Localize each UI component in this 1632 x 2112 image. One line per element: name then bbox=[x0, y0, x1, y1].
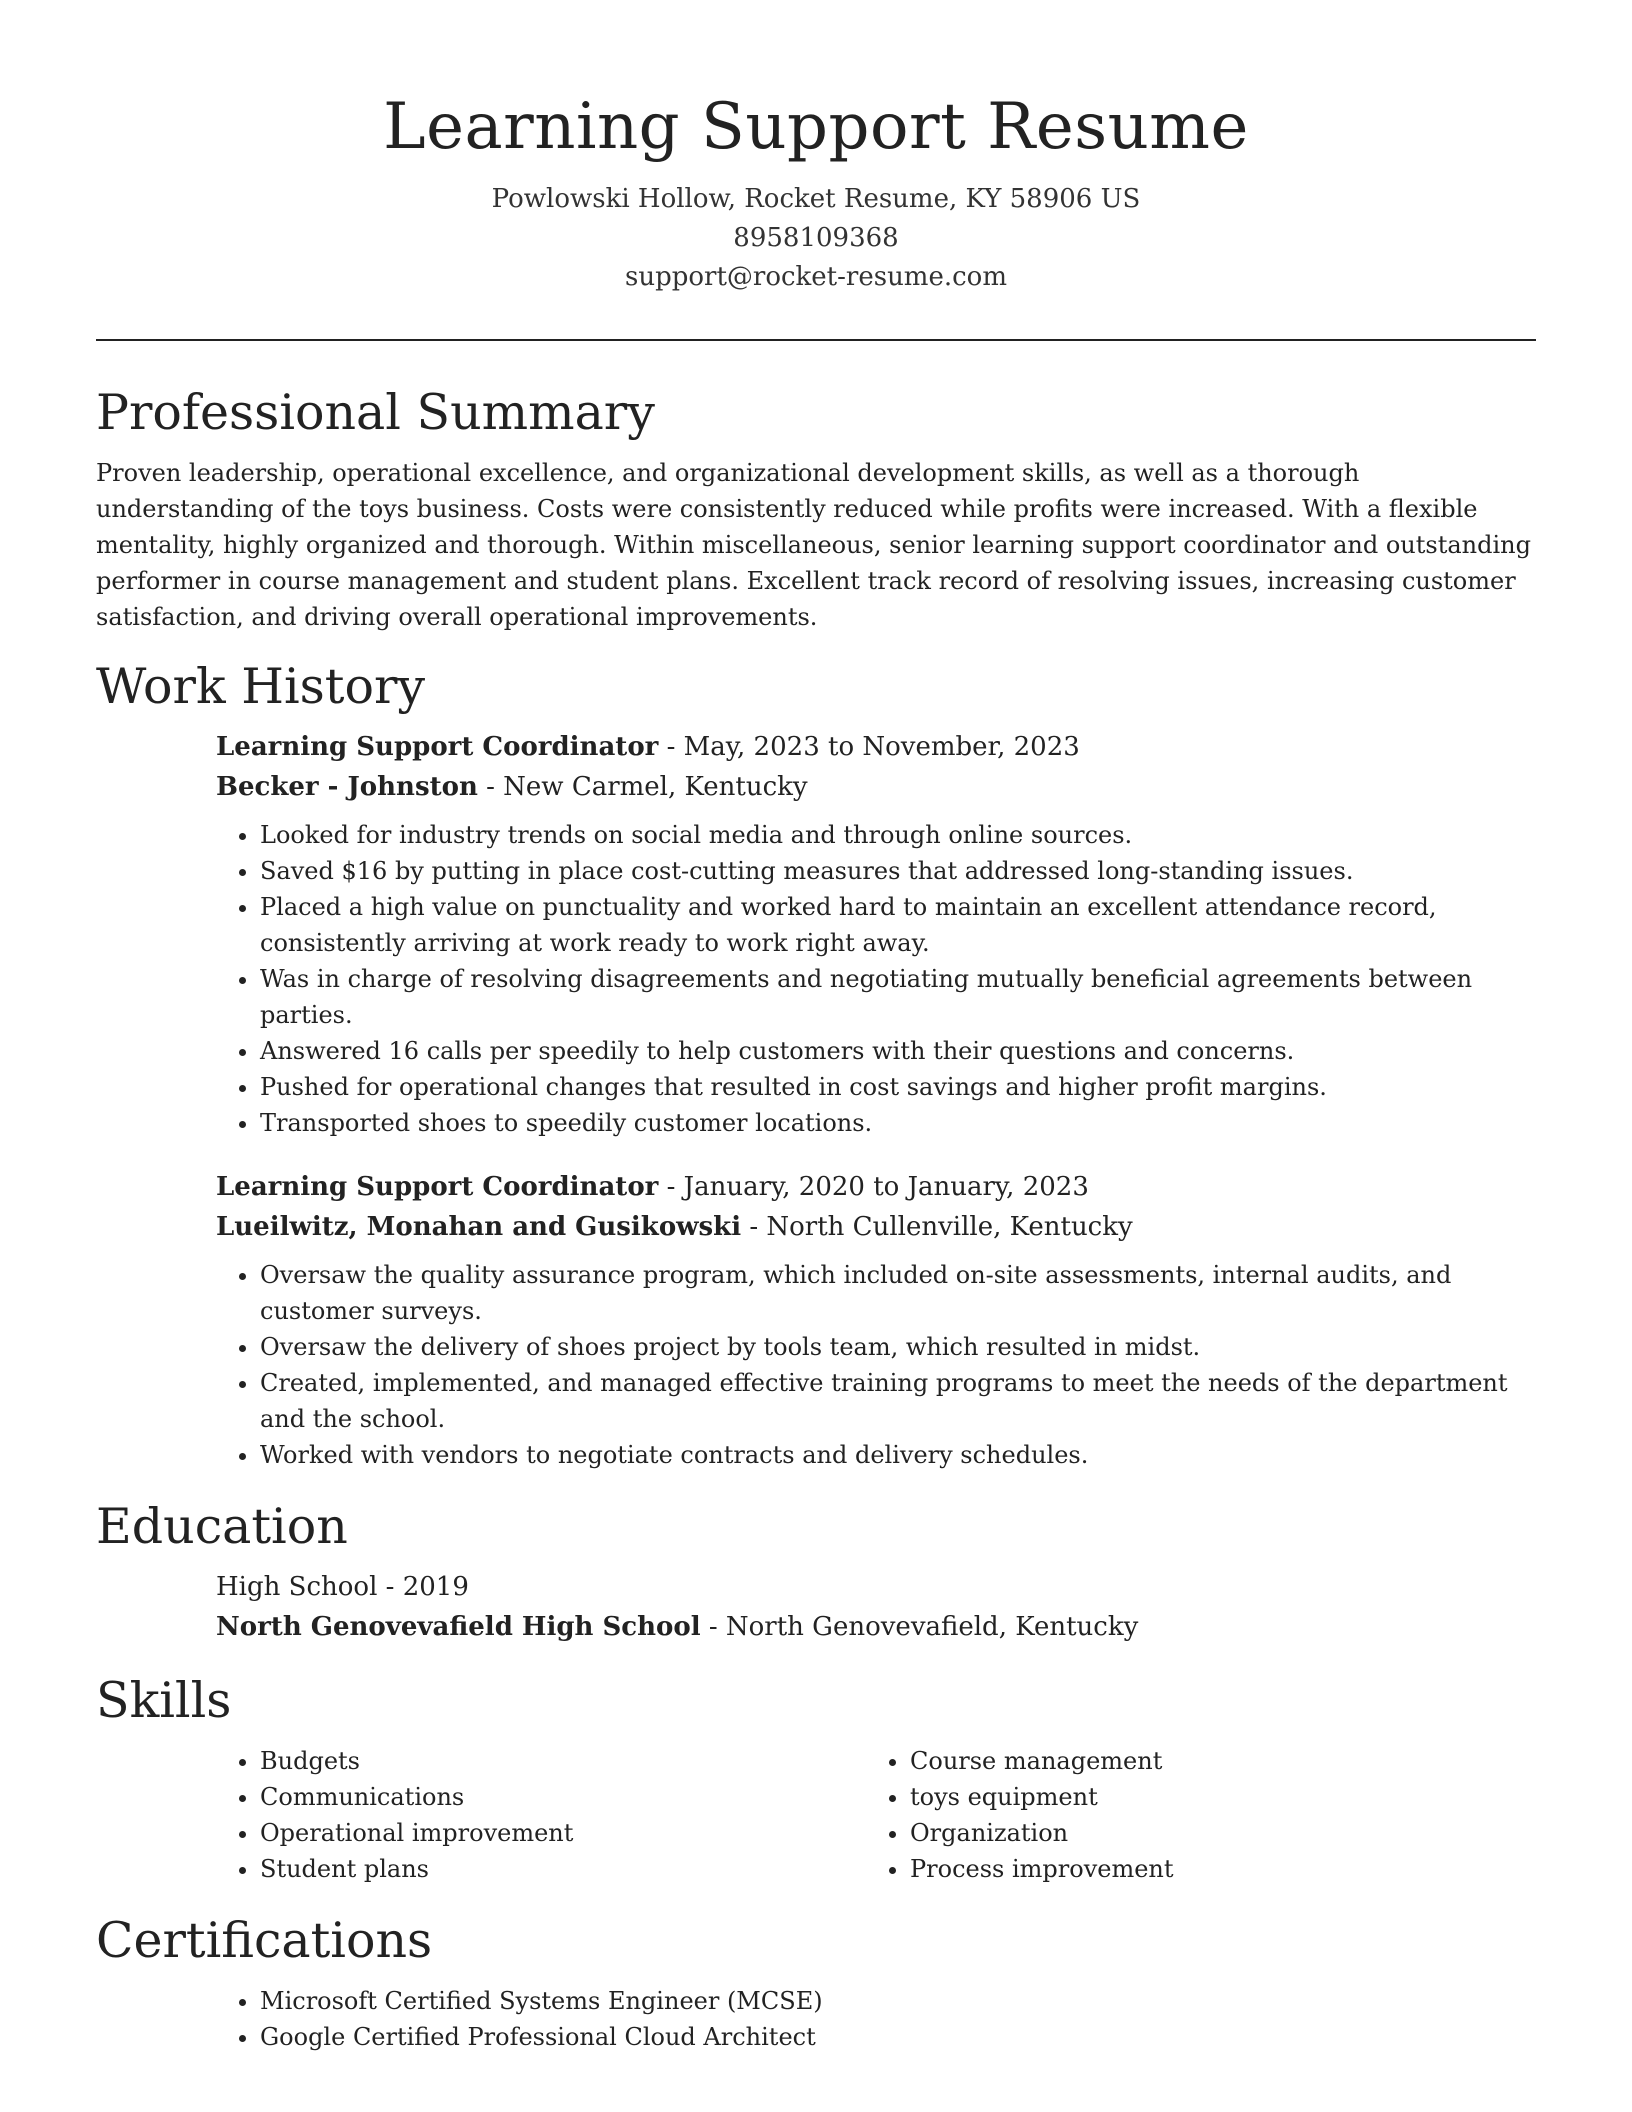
skill-item: • Operational improvement bbox=[260, 1815, 866, 1851]
job-company: Becker - Johnston bbox=[216, 772, 478, 802]
job-company: Lueilwitz, Monahan and Gusikowski bbox=[216, 1212, 742, 1242]
summary-text: Proven leadership, operational excellence, and organizational development skills, as well as a thorough understanding of the toys business. Costs were consistently reduced while profits were increased. With a flexible mentality, highly organized and thorough. Within miscellaneous, senior learning support coordinator and outstanding performer in course management and student plans. Excellent track record of resolving issues, increasing customer satisfaction, and driving overall operational improvements. bbox=[96, 459, 1531, 631]
education-section bbox=[96, 1497, 1536, 1647]
job-dates: - May, 2023 to November, 2023 bbox=[658, 732, 1080, 762]
work-section bbox=[96, 657, 1536, 1473]
skills-list bbox=[866, 1743, 1516, 1887]
summary-heading: Professional Summary bbox=[96, 384, 655, 441]
job-bullet: • Pushed for operational changes that resulted in cost savings and higher profit margins. bbox=[260, 1069, 1536, 1105]
skills-column-right bbox=[866, 1743, 1516, 1887]
address: Powlowski Hollow, Rocket Resume, KY 58906 US bbox=[491, 184, 1141, 214]
skill-item: • Process improvement bbox=[910, 1851, 1516, 1887]
skills-column-left bbox=[216, 1743, 866, 1887]
job-title-line bbox=[216, 727, 1536, 767]
phone: 8958109368 bbox=[733, 223, 899, 253]
job-role: Learning Support Coordinator bbox=[216, 732, 659, 762]
job-company-line bbox=[216, 767, 1536, 807]
education-degree-line bbox=[216, 1567, 1536, 1607]
job-bullet: • Oversaw the delivery of shoes project by tools team, which resulted in midst. bbox=[260, 1329, 1536, 1365]
skill-item: • Budgets bbox=[260, 1743, 866, 1779]
job-entry bbox=[216, 727, 1536, 1141]
job-bullet: • Created, implemented, and managed effective training programs to meet the needs of the department and the school. bbox=[260, 1365, 1536, 1437]
certifications-section bbox=[96, 1911, 1536, 2055]
skill-item: • Communications bbox=[260, 1779, 866, 1815]
skills-heading: Skills bbox=[96, 1672, 232, 1729]
skills-columns bbox=[216, 1743, 1536, 1887]
education-entry bbox=[216, 1567, 1536, 1647]
job-bullets bbox=[216, 1257, 1536, 1473]
job-bullet: • Saved $16 by putting in place cost-cutting measures that addressed long-standing issues. bbox=[260, 853, 1536, 889]
job-bullet: • Transported shoes to speedily customer locations. bbox=[260, 1105, 1536, 1141]
job-dates: - January, 2020 to January, 2023 bbox=[658, 1172, 1089, 1202]
resume-title: Learning Support Resume bbox=[383, 90, 1249, 164]
skill-item: • toys equipment bbox=[910, 1779, 1516, 1815]
work-heading: Work History bbox=[96, 658, 426, 715]
education-degree: High School bbox=[216, 1572, 378, 1602]
job-role: Learning Support Coordinator bbox=[216, 1172, 659, 1202]
job-bullet: • Was in charge of resolving disagreements and negotiating mutually beneficial agreements between parties. bbox=[260, 961, 1536, 1033]
summary-section bbox=[96, 383, 1536, 635]
skill-item: • Course management bbox=[910, 1743, 1516, 1779]
job-bullet: • Looked for industry trends on social media and through online sources. bbox=[260, 817, 1536, 853]
job-bullet: • Answered 16 calls per speedily to help customers with their questions and concerns. bbox=[260, 1033, 1536, 1069]
skills-section bbox=[96, 1671, 1536, 1887]
certifications-entry bbox=[216, 1983, 1536, 2055]
resume-header bbox=[96, 0, 1536, 297]
job-entry bbox=[216, 1167, 1536, 1473]
skill-item: • Student plans bbox=[260, 1851, 866, 1887]
job-bullet: • Worked with vendors to negotiate contracts and delivery schedules. bbox=[260, 1437, 1536, 1473]
job-location: - New Carmel, Kentucky bbox=[477, 772, 808, 802]
job-title-line bbox=[216, 1167, 1536, 1207]
education-heading: Education bbox=[96, 1498, 348, 1555]
header-divider bbox=[96, 339, 1536, 341]
skill-item: • Organization bbox=[910, 1815, 1516, 1851]
certifications-list bbox=[216, 1983, 1536, 2055]
job-bullet: • Placed a high value on punctuality and worked hard to maintain an excellent attendance record, consistently arriving at work ready to work right away. bbox=[260, 889, 1536, 961]
skills-list bbox=[216, 1743, 866, 1887]
certification-item: • Microsoft Certified Systems Engineer (MCSE) bbox=[260, 1983, 1536, 2019]
job-bullets bbox=[216, 817, 1536, 1141]
education-school-line bbox=[216, 1607, 1536, 1647]
job-company-line bbox=[216, 1207, 1536, 1247]
resume-page bbox=[96, 0, 1536, 2055]
education-location: - North Genovevafield, Kentucky bbox=[700, 1612, 1139, 1642]
certification-item: • Google Certified Professional Cloud Architect bbox=[260, 2019, 1536, 2055]
job-location: - North Cullenville, Kentucky bbox=[741, 1212, 1133, 1242]
email: support@rocket-resume.com bbox=[624, 262, 1007, 292]
certifications-heading: Certifications bbox=[96, 1912, 433, 1969]
education-school: North Genovevafield High School bbox=[216, 1612, 701, 1642]
education-year: - 2019 bbox=[377, 1572, 469, 1602]
job-bullet: • Oversaw the quality assurance program, which included on-site assessments, internal audits, and customer surveys. bbox=[260, 1257, 1536, 1329]
